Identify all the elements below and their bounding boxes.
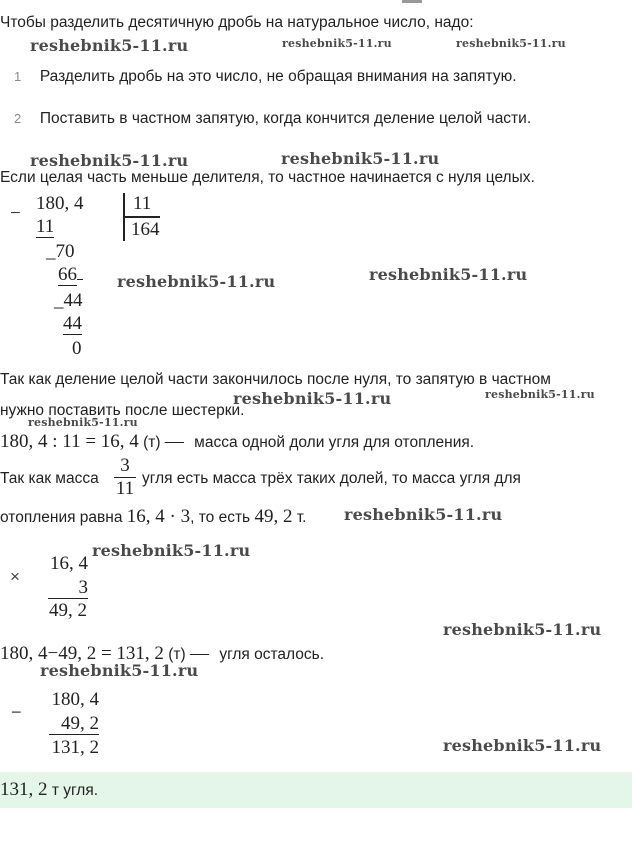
answer [0,779,98,801]
subtrahend-1 [36,216,54,238]
subtrahend-2-value: 66 [58,264,77,285]
minuend: 180, 4 [51,689,99,710]
fraction-denominator: 11 [115,478,135,499]
subtrahend [49,713,99,735]
mass-text-1b: угля есть масса трёх таких долей, то масса угля для [142,470,521,487]
step-1 [14,68,517,86]
fraction [114,455,136,500]
watermark: reshebnik5-11.ru [281,149,440,168]
quotient-line [124,216,160,218]
subtrahend-1-value: 11 [36,216,55,237]
explanation-line-1: Так как деление целой части закончилось после нуля, то запятую в частном [0,371,551,388]
step-number: 1 [14,69,22,84]
step-2 [14,110,531,128]
watermark: reshebnik5-11.ru [443,620,602,639]
equation-2-text: угля осталось. [219,646,325,663]
watermark: reshebnik5-11.ru [28,416,138,429]
watermark: reshebnik5-11.ru [456,37,566,50]
partial-3: _44 [54,290,83,311]
explanation-line-2: нужно поставить после шестерки. [0,402,245,419]
heading: Чтобы разделить десятичную дробь на натуральное число, надо: [0,14,474,31]
watermark: reshebnik5-11.ru [443,736,602,755]
divisor: 11 [133,193,152,214]
equation-2-unit: (т) [168,646,186,663]
subtrahend-3-value: 44 [63,313,82,334]
watermark: reshebnik5-11.ru [30,36,189,55]
step-text: Разделить дробь на это число, не обращая внимания на запятую. [39,68,517,85]
equation-1-unit: (т) [143,434,161,451]
mass-text-2c: т. [296,509,307,526]
step-number: 2 [14,111,22,126]
multiplier-value: 3 [48,578,88,599]
subtrahend-3 [63,313,82,335]
multiplicand: 16, 4 [50,553,88,574]
subtract-sign: − [11,702,22,722]
minus-sign: − [10,203,21,224]
equation-2-math: 180, 4−49, 2 = 131, 2 [0,643,164,664]
rule-note: Если целая часть меньше делителя, то частное начинается с нуля целых. [0,169,535,186]
product: 49, 2 [49,600,87,621]
multiplier [48,577,88,599]
answer-text: т угля. [51,782,99,799]
watermark: reshebnik5-11.ru [117,272,276,291]
watermark: reshebnik5-11.ru [282,37,392,50]
watermark: reshebnik5-11.ru [233,389,392,408]
mass-text-2a: отопления равна [0,509,123,526]
equation-1-text: масса одной доли угля для отопления. [194,434,475,451]
mass-line-2 [0,506,306,528]
mass-text-2b: , то есть [190,509,251,526]
quotient: 164 [131,219,160,240]
difference: 131, 2 [51,737,99,758]
top-artifact [402,0,422,3]
mass-math-1: 16, 4 · 3 [126,506,191,527]
partial-2: _70 [46,241,75,262]
step-text: Поставить в частном запятую, когда кончится деление целой части. [39,110,532,127]
dividend: 180, 4 [36,193,84,214]
watermark: reshebnik5-11.ru [344,505,503,524]
equation-1-dash: — [164,431,184,452]
mass-text-1a: Так как масса [0,470,99,487]
watermark: reshebnik5-11.ru [369,265,528,284]
subtrahend-2 [58,264,83,286]
remainder: 0 [72,338,82,359]
fraction-numerator: 3 [120,455,130,476]
answer-math: 131, 2 [0,779,48,800]
watermark: reshebnik5-11.ru [92,541,251,560]
equation-1 [0,431,474,453]
equation-2-dash: — [190,643,209,664]
watermark: reshebnik5-11.ru [485,388,595,401]
equation-1-math: 180, 4 : 11 = 16, 4 [0,431,139,452]
mass-math-2: 49, 2 [254,506,293,527]
watermark: reshebnik5-11.ru [30,151,189,170]
watermark: reshebnik5-11.ru [40,661,199,680]
subtrahend-value: 49, 2 [49,714,99,735]
multiply-sign: × [10,567,20,586]
